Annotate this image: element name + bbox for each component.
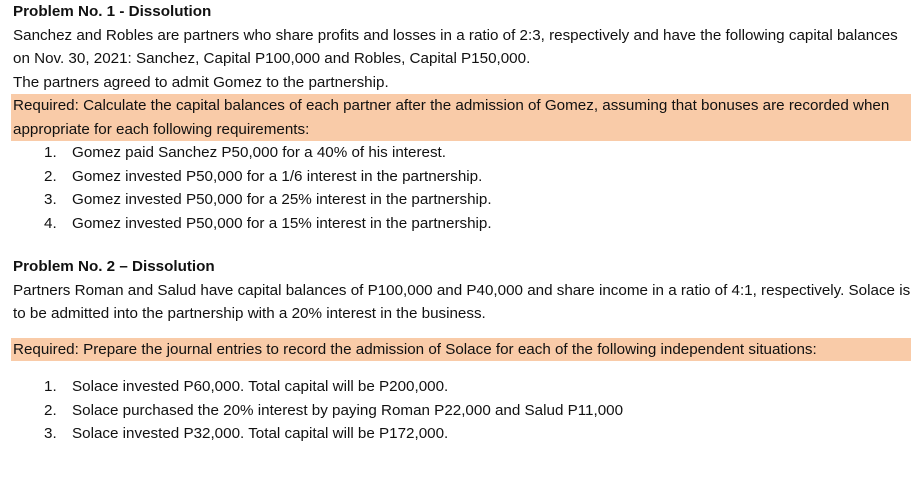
document-page [13, 0, 911, 446]
list-item-text: Gomez invested P50,000 for a 15% interest in the partnership. [72, 214, 492, 232]
list-item [13, 375, 911, 399]
list-item [13, 188, 911, 212]
list-item-number: 1. [44, 144, 57, 161]
problem-2-title: Problem No. 2 – Dissolution [13, 258, 215, 275]
list-item-text: Solace invested P60,000. Total capital will be P200,000. [72, 378, 449, 395]
list-item [13, 165, 911, 189]
problem-1-intro: Sanchez and Robles are partners who share profits and losses in a ratio of 2:3, respectively and have the following capital balances on Nov. 30, 2021: Sanchez, Capital P100,000 and Robles, Capital P150,000. [13, 26, 898, 67]
list-item-text: Gomez invested P50,000 for a 1/6 interest in the partnership. [72, 167, 483, 185]
problem-2-requirements-list [13, 375, 911, 446]
problem-1-required: Required: Calculate the capital balances of each partner after the admission of Gomez, assuming that bonuses are recorded when appropriate for each following requirements: [11, 94, 911, 141]
list-item-number: 2. [44, 401, 57, 419]
list-item [13, 141, 911, 165]
spacer [13, 361, 911, 375]
problem-1-admission-note: The partners agreed to admit Gomez to the partnership. [13, 73, 389, 91]
list-item [13, 399, 911, 423]
list-item-number: 2. [44, 167, 57, 185]
list-item-number: 3. [44, 191, 57, 208]
list-item-text: Solace purchased the 20% interest by paying Roman P22,000 and Salud P11,000 [72, 401, 624, 419]
spacer [13, 326, 911, 338]
problem-1-requirements-list [13, 141, 911, 235]
list-item-text: Gomez paid Sanchez P50,000 for a 40% of his interest. [72, 144, 446, 161]
list-item-text: Solace invested P32,000. Total capital will be P172,000. [72, 425, 449, 442]
problem-2-required: Required: Prepare the journal entries to record the admission of Solace for each of the following independent situations: [11, 338, 911, 362]
list-item-number: 3. [44, 425, 57, 442]
list-item [13, 422, 911, 446]
spacer [13, 235, 911, 255]
list-item [13, 212, 911, 236]
list-item-number: 4. [44, 214, 57, 232]
list-item-number: 1. [44, 378, 57, 395]
problem-2-intro: Partners Roman and Salud have capital balances of P100,000 and P40,000 and share income in a ratio of 4:1, respectively. Solace is to be admitted into the partnership with a 20% interest in the business. [13, 281, 911, 322]
list-item-text: Gomez invested P50,000 for a 25% interest in the partnership. [72, 191, 492, 208]
problem-1-title: Problem No. 1 - Dissolution [13, 3, 212, 20]
